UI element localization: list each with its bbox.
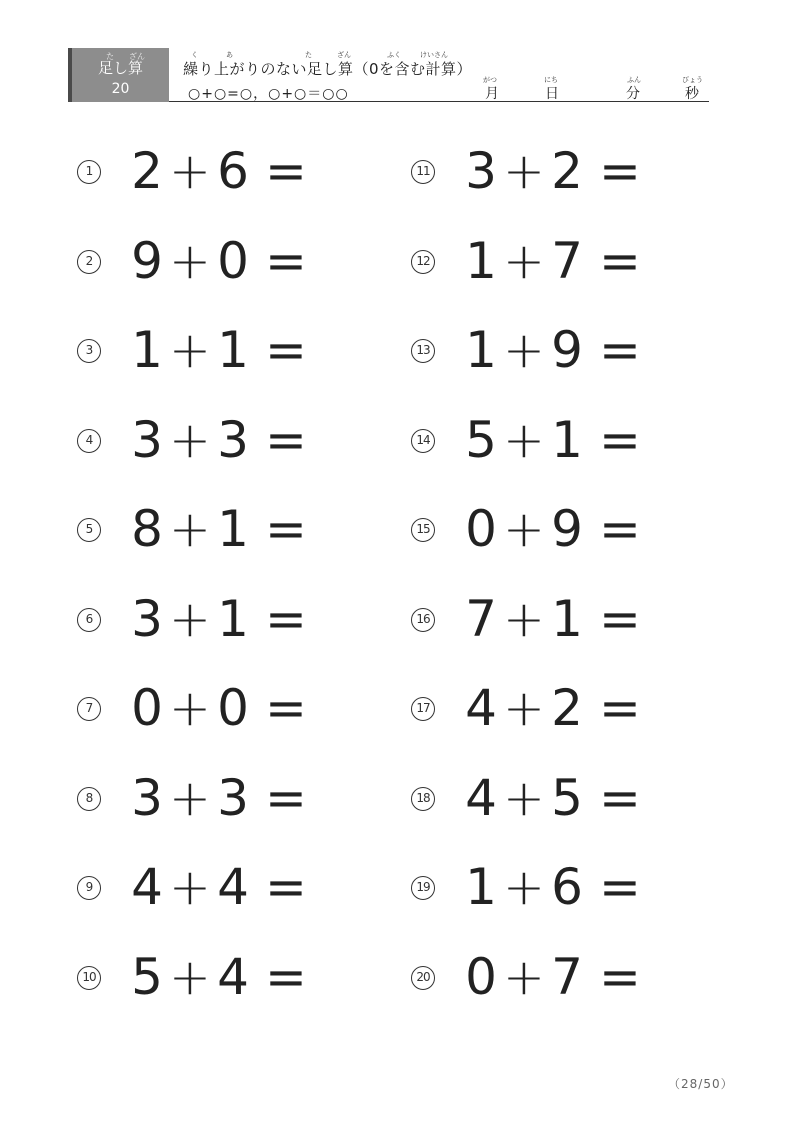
plus-sign: +	[503, 768, 545, 827]
addend-a: 3	[131, 589, 163, 648]
addend-b: 1	[217, 321, 249, 379]
addend-a: 9	[131, 231, 163, 290]
problem-17	[409, 665, 709, 755]
problem-number-circle: 18	[411, 787, 435, 811]
problem-13	[409, 307, 709, 397]
title-ruby-a: あ	[226, 51, 233, 59]
addend-b: 1	[551, 589, 583, 648]
equals-sign: =	[599, 858, 641, 916]
equals-sign: =	[599, 142, 641, 200]
problem-expression	[129, 857, 321, 917]
category-ruby-2: ざん	[129, 52, 145, 61]
equals-sign: =	[265, 589, 307, 648]
problem-16	[409, 576, 709, 666]
title-ruby-ku: く	[191, 51, 198, 59]
problem-expression	[129, 499, 321, 559]
addend-b: 9	[551, 321, 583, 379]
plus-sign: +	[169, 410, 211, 469]
equals-sign: =	[265, 858, 307, 916]
problem-expression	[463, 857, 655, 917]
addend-b: 1	[551, 410, 583, 469]
equals-sign: =	[599, 321, 641, 379]
problem-15	[409, 486, 709, 576]
problem-column-right	[409, 128, 709, 1023]
problem-number-circle: 7	[77, 697, 101, 721]
plus-sign: +	[503, 321, 545, 379]
problem-expression	[129, 768, 321, 828]
second-ruby: びょう	[682, 76, 703, 84]
problem-expression	[129, 410, 321, 470]
equals-sign: =	[599, 589, 641, 648]
problem-number-circle: 2	[77, 250, 101, 274]
problem-number-circle: 5	[77, 518, 101, 542]
problem-6	[75, 576, 375, 666]
addend-b: 2	[551, 679, 583, 737]
addend-b: 7	[551, 947, 583, 1006]
equals-sign: =	[599, 500, 641, 558]
problem-expression	[129, 589, 321, 649]
problem-20	[409, 934, 709, 1024]
equals-sign: =	[265, 410, 307, 469]
plus-sign: +	[503, 500, 545, 558]
addend-b: 2	[551, 142, 583, 200]
addend-a: 8	[131, 500, 163, 558]
problem-number-circle: 16	[411, 608, 435, 632]
problem-column-left	[75, 128, 375, 1023]
minute-field: 分	[626, 86, 640, 102]
problem-14	[409, 397, 709, 487]
problem-number-circle: 20	[411, 966, 435, 990]
problem-number-circle: 12	[411, 250, 435, 274]
plus-sign: +	[503, 679, 545, 737]
addend-b: 6	[551, 858, 583, 916]
addend-a: 4	[131, 858, 163, 916]
problem-expression	[463, 499, 655, 559]
day-ruby: にち	[544, 76, 558, 84]
equals-sign: =	[265, 768, 307, 827]
problem-expression	[463, 947, 655, 1007]
problem-3	[75, 307, 375, 397]
title-ruby-ta: た	[305, 51, 312, 59]
problem-expression	[463, 141, 655, 201]
equals-sign: =	[599, 679, 641, 737]
plus-sign: +	[503, 231, 545, 290]
second-field: 秒	[685, 86, 699, 102]
addend-b: 4	[217, 858, 249, 916]
problem-18	[409, 755, 709, 845]
addend-b: 0	[217, 231, 249, 290]
addend-a: 2	[131, 142, 163, 200]
worksheet-title: 繰り上がりのない足し算（0を含む計算）	[183, 60, 473, 78]
problem-number-circle: 3	[77, 339, 101, 363]
plus-sign: +	[503, 858, 545, 916]
problem-number-circle: 19	[411, 876, 435, 900]
problem-number-circle: 8	[77, 787, 101, 811]
addend-a: 1	[465, 231, 497, 290]
plus-sign: +	[503, 947, 545, 1006]
title-ruby-fuku: ふく	[387, 51, 401, 59]
title-ruby-zan: ざん	[337, 51, 351, 59]
addend-a: 7	[465, 589, 497, 648]
addend-b: 4	[217, 947, 249, 1006]
page-indicator: （28/50）	[668, 1077, 734, 1091]
problem-expression	[463, 678, 655, 738]
problem-expression	[129, 231, 321, 291]
equals-sign: =	[265, 679, 307, 737]
problem-expression	[463, 320, 655, 380]
problem-number-circle: 17	[411, 697, 435, 721]
worksheet-header	[68, 48, 709, 102]
addend-a: 0	[465, 947, 497, 1006]
equals-sign: =	[599, 947, 641, 1006]
problem-11	[409, 128, 709, 218]
problem-2	[75, 218, 375, 308]
problem-expression	[463, 768, 655, 828]
problem-expression	[129, 320, 321, 380]
addend-b: 7	[551, 231, 583, 290]
plus-sign: +	[169, 947, 211, 1006]
addend-b: 6	[217, 142, 249, 200]
month-field: 月	[485, 86, 499, 102]
equals-sign: =	[599, 410, 641, 469]
plus-sign: +	[169, 321, 211, 379]
addend-a: 1	[131, 321, 163, 379]
equals-sign: =	[599, 231, 641, 290]
problem-number-circle: 15	[411, 518, 435, 542]
day-field: 日	[545, 86, 559, 102]
equals-sign: =	[265, 231, 307, 290]
plus-sign: +	[169, 679, 211, 737]
problem-9	[75, 844, 375, 934]
problem-number-circle: 1	[77, 160, 101, 184]
addend-b: 0	[217, 679, 249, 737]
title-ruby-keisan: けいさん	[420, 51, 448, 59]
addend-b: 9	[551, 500, 583, 558]
plus-sign: +	[169, 231, 211, 290]
problem-number-circle: 14	[411, 429, 435, 453]
problem-7	[75, 665, 375, 755]
problem-number-circle: 4	[77, 429, 101, 453]
problem-expression	[129, 141, 321, 201]
problem-12	[409, 218, 709, 308]
equals-sign: =	[265, 142, 307, 200]
addend-b: 3	[217, 410, 249, 469]
plus-sign: +	[503, 142, 545, 200]
addend-a: 1	[465, 321, 497, 379]
problem-4	[75, 397, 375, 487]
plus-sign: +	[169, 858, 211, 916]
equals-sign: =	[265, 947, 307, 1006]
addend-a: 5	[465, 410, 497, 469]
problem-number-circle: 9	[77, 876, 101, 900]
problem-expression	[463, 589, 655, 649]
addend-a: 3	[131, 768, 163, 827]
addend-a: 0	[465, 500, 497, 558]
plus-sign: +	[503, 410, 545, 469]
worksheet-subtitle: ○+○=○，○+○＝○○	[188, 86, 349, 102]
plus-sign: +	[169, 142, 211, 200]
problem-8	[75, 755, 375, 845]
addend-a: 4	[465, 679, 497, 737]
addend-a: 1	[465, 858, 497, 916]
equals-sign: =	[265, 500, 307, 558]
addend-b: 1	[217, 500, 249, 558]
addend-a: 0	[131, 679, 163, 737]
category-badge	[68, 48, 169, 102]
category-ruby-1: た	[106, 52, 114, 61]
equals-sign: =	[265, 321, 307, 379]
addend-b: 5	[551, 768, 583, 827]
problem-19	[409, 844, 709, 934]
plus-sign: +	[503, 589, 545, 648]
problem-10	[75, 934, 375, 1024]
addend-b: 3	[217, 768, 249, 827]
addend-b: 1	[217, 589, 249, 648]
problem-expression	[129, 947, 321, 1007]
addend-a: 3	[131, 410, 163, 469]
problem-5	[75, 486, 375, 576]
problem-number-circle: 13	[411, 339, 435, 363]
minute-ruby: ふん	[627, 76, 641, 84]
sheet-number: 20	[111, 81, 130, 97]
problem-expression	[129, 678, 321, 738]
category-label: 足し算	[97, 59, 143, 77]
problem-number-circle: 10	[77, 966, 101, 990]
addend-a: 3	[465, 142, 497, 200]
month-ruby: がつ	[483, 76, 497, 84]
addend-a: 4	[465, 768, 497, 827]
plus-sign: +	[169, 500, 211, 558]
plus-sign: +	[169, 589, 211, 648]
addend-a: 5	[131, 947, 163, 1006]
problem-number-circle: 6	[77, 608, 101, 632]
equals-sign: =	[599, 768, 641, 827]
problem-1	[75, 128, 375, 218]
plus-sign: +	[169, 768, 211, 827]
problem-expression	[463, 231, 655, 291]
problem-number-circle: 11	[411, 160, 435, 184]
problem-expression	[463, 410, 655, 470]
